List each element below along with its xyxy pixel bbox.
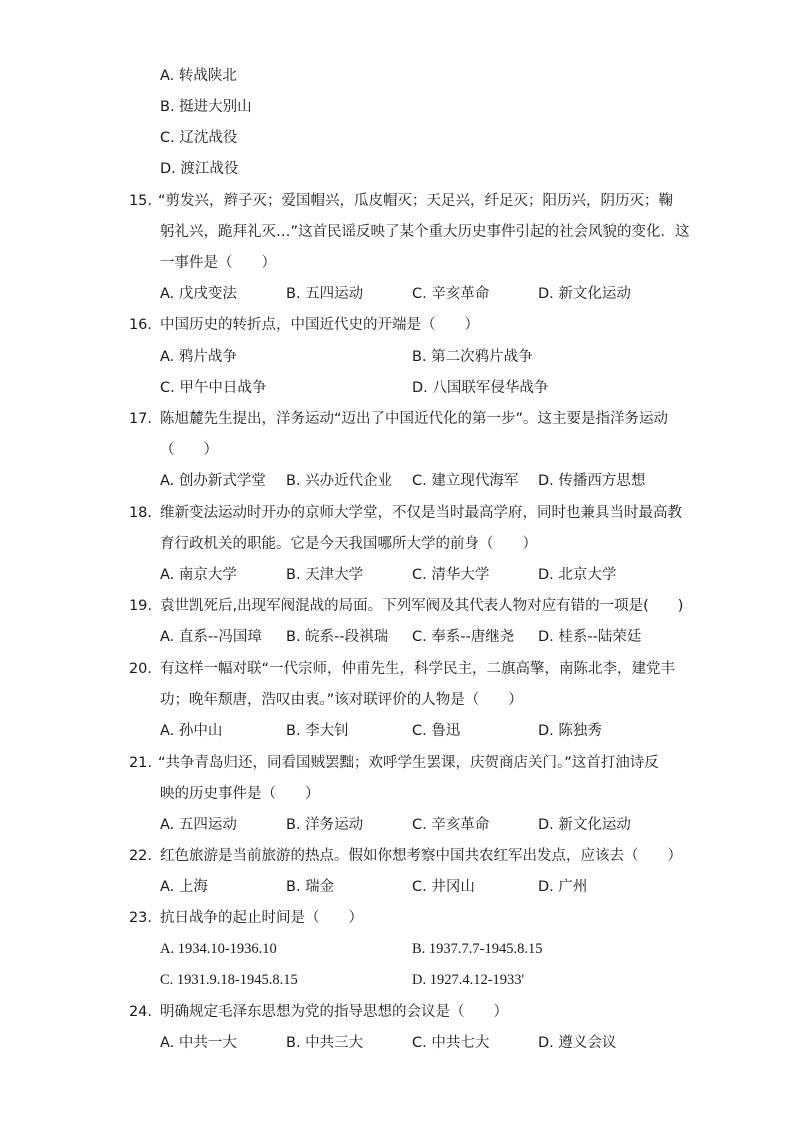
option-a[interactable]: A. 上海 [160, 879, 208, 895]
option-d[interactable]: D. 新文化运动 [538, 286, 631, 302]
question-text: 袁世凯死后,出现军阀混战的局面。下列军阀及其代表人物对应有错的一项是( ) [160, 598, 684, 614]
option-c[interactable]: C. 奉系--唐继尧 [412, 629, 515, 645]
option-c[interactable]: C. 甲午中日战争 [160, 380, 267, 396]
question-text: 育行政机关的职能。它是今天我国哪所大学的前身（ ） [160, 536, 537, 552]
question-text: “剪发兴，辫子灭；爱国帽兴，瓜皮帽灭；天足兴，纤足灭；阳历兴，阴历灭；鞠 [158, 193, 674, 209]
option-a[interactable]: A. 戊戌变法 [160, 286, 237, 302]
question-text: 功；晚年颓唐，浩叹由衷。”该对联评价的人物是（ ） [160, 692, 523, 708]
option-b[interactable]: B. 天津大学 [286, 567, 364, 583]
question-number: 17. [128, 411, 152, 427]
option-b[interactable]: B. 李大钊 [286, 723, 349, 739]
option-d[interactable]: D. 广州 [538, 879, 588, 895]
question-number: 23. [128, 910, 152, 926]
option-b[interactable]: B. 瑞金 [286, 879, 335, 895]
option-c[interactable]: C. 鲁迅 [412, 723, 461, 739]
question-number: 24. [128, 1004, 152, 1020]
option-b[interactable]: B. 中共三大 [286, 1035, 364, 1051]
option-a[interactable]: A. 南京大学 [160, 567, 237, 583]
option-a[interactable]: A. 五四运动 [160, 817, 237, 833]
question-text: 维新变法运动时开办的京师大学堂，不仅是当时最高学府，同时也兼具当时最高教 [160, 505, 682, 521]
question-text: 一事件是（ ） [160, 255, 276, 271]
question-text: 有这样一幅对联“一代宗师，仲甫先生，科学民主，二旗高擎，南陈北李，建党丰 [160, 661, 676, 677]
option-c[interactable]: C. 清华大学 [412, 567, 490, 583]
option-c[interactable]: C. 辛亥革命 [412, 817, 490, 833]
option-b[interactable]: B. 洋务运动 [286, 817, 364, 833]
prev-option-c: C. 辽沈战役 [160, 130, 238, 146]
option-d[interactable]: D. 桂系--陆荣廷 [538, 629, 642, 645]
option-d[interactable]: D. 新文化运动 [538, 817, 631, 833]
option-d[interactable]: D. 遵义会议 [538, 1035, 617, 1051]
question-text: 红色旅游是当前旅游的热点。假如你想考察中国共农红军出发点，应该去（ ） [160, 848, 682, 864]
question-number: 22. [128, 848, 152, 864]
question-number: 18. [128, 505, 152, 521]
option-b[interactable]: B. 皖系--段祺瑞 [286, 629, 389, 645]
option-c[interactable]: C. 1931.9.18-1945.8.15 [160, 972, 298, 988]
question-number: 15. [128, 193, 152, 209]
question-text: 中国历史的转折点，中国近代史的开端是（ ） [160, 317, 479, 333]
question-text: 明确规定毛泽东思想为党的指导思想的会议是（ ） [160, 1004, 508, 1020]
question-text: （ ） [160, 442, 218, 458]
question-number: 19. [128, 598, 152, 614]
question-text: 躬礼兴，跪拜礼灭…”这首民谣反映了某个重大历史事件引起的社会风貌的变化．这 [160, 224, 690, 240]
question-text: 映的历史事件是（ ） [160, 786, 320, 802]
option-a[interactable]: A. 孙中山 [160, 723, 223, 739]
question-text: 抗日战争的起止时间是（ ） [160, 910, 363, 926]
option-c[interactable]: C. 建立现代海军 [412, 473, 519, 489]
option-a[interactable]: A. 1934.10-1936.10 [160, 941, 277, 957]
question-number: 21. [128, 755, 152, 771]
prev-option-a: A. 转战陕北 [160, 68, 237, 84]
option-b[interactable]: B. 兴办近代企业 [286, 473, 393, 489]
option-d[interactable]: D. 传播西方思想 [538, 473, 646, 489]
option-b[interactable]: B. 五四运动 [286, 286, 364, 302]
question-text: “共争青岛归还，同看国贼罢黜；欢呼学生罢课，庆贺商店关门。”这首打油诗反 [158, 755, 659, 771]
option-c[interactable]: C. 中共七大 [412, 1035, 490, 1051]
option-a[interactable]: A. 鸦片战争 [160, 349, 237, 365]
question-number: 16. [128, 317, 152, 333]
question-text: 陈旭麓先生提出，洋务运动“迈出了中国近代化的第一步”。这主要是指洋务运动 [160, 411, 669, 427]
option-d[interactable]: D. 陈独秀 [538, 723, 602, 739]
option-a[interactable]: A. 直系--冯国璋 [160, 629, 262, 645]
option-b[interactable]: B. 第二次鸦片战争 [412, 349, 533, 365]
option-a[interactable]: A. 中共一大 [160, 1035, 237, 1051]
option-a[interactable]: A. 创办新式学堂 [160, 473, 266, 489]
option-d[interactable]: D. 八国联军侵华战争 [412, 380, 549, 396]
option-c[interactable]: C. 辛亥革命 [412, 286, 490, 302]
prev-option-b: B. 挺进大别山 [160, 99, 252, 115]
option-d[interactable]: D. 北京大学 [538, 567, 617, 583]
prev-option-d: D. 渡江战役 [160, 161, 239, 177]
option-d[interactable]: D. 1927.4.12-1933' [412, 972, 525, 988]
option-b[interactable]: B. 1937.7.7-1945.8.15 [412, 941, 543, 957]
question-number: 20. [128, 661, 152, 677]
option-c[interactable]: C. 井冈山 [412, 879, 475, 895]
